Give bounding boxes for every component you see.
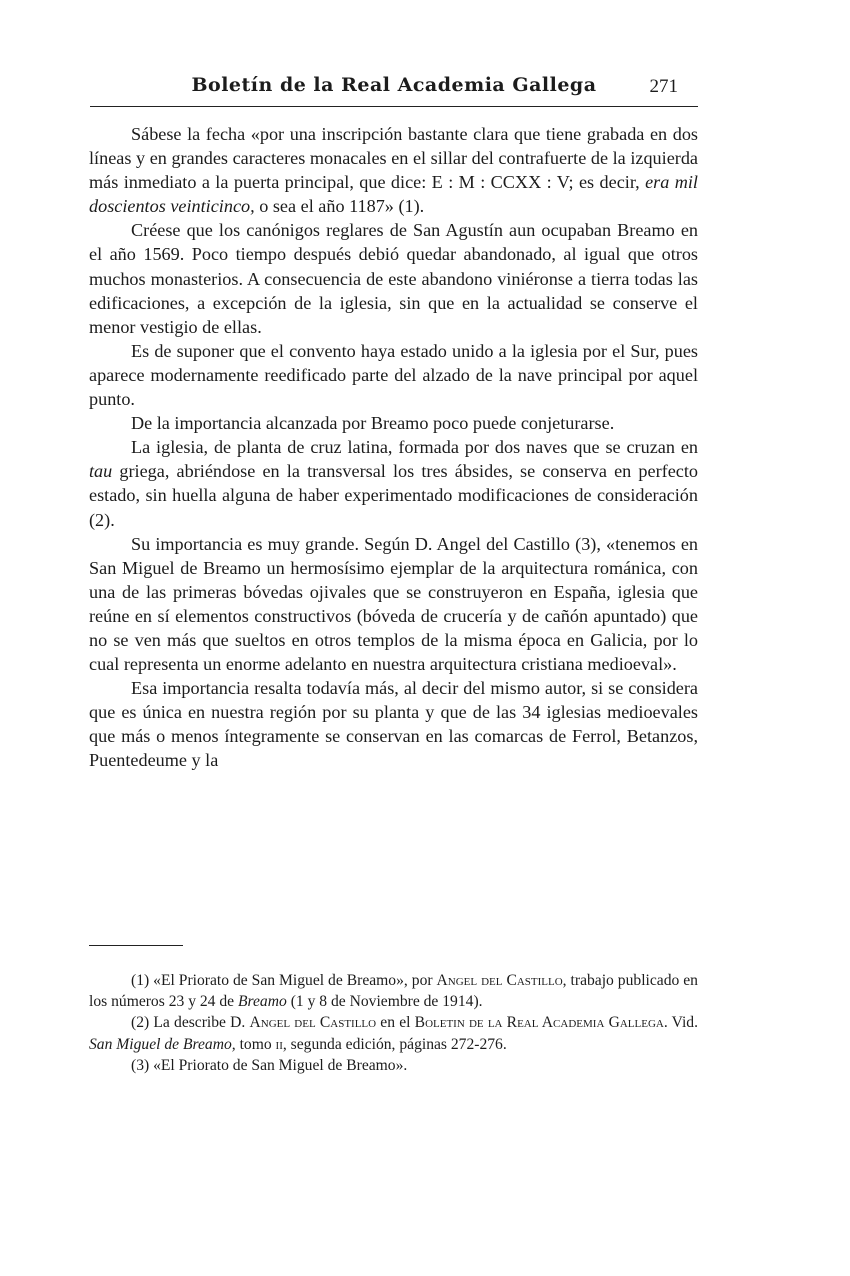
- footnote-3: (3) «El Priorato de San Miguel de Breamo».: [131, 1056, 408, 1074]
- page-number: 271: [649, 76, 678, 97]
- paragraph-7: Esa importancia resalta todavía más, al decir del mismo autor, si se considera que es única en nuestra región por su planta y que de las 34 iglesias medioevales que más o menos íntegramente se conservan en las comarcas de Ferrol, Betanzos, Puentedeume y la: [89, 678, 698, 771]
- paragraph-5: La iglesia, de planta de cruz latina, formada por dos naves que se cruzan en tau griega, abriéndose en la transversal los tres ábsides, se conserva en perfecto estado, sin huella alguna de haber experimentado modificaciones de consideración (2).: [89, 437, 698, 530]
- running-header: [88, 70, 700, 104]
- paragraph-1: Sábese la fecha «por una inscripción bastante clara que tiene grabada en dos líneas y en grandes caracteres monacales en el sillar del contrafuerte de la izquierda más inmediato a la puerta principal, que dice: E : M : CCXX : V; es decir, era mil doscientos veinticinco, o sea el año 1187» (1).: [89, 124, 698, 217]
- paragraph-4: De la importancia alcanzada por Breamo poco puede conjeturarse.: [131, 413, 615, 434]
- paragraph-3: Es de suponer que el convento haya estado unido a la iglesia por el Sur, pues aparece modernamente reedificado parte del alzado de la nave principal por aquel punto.: [89, 340, 698, 410]
- body-text: [89, 122, 698, 773]
- footnotes: [89, 970, 698, 1076]
- footnote-2: (2) La describe D. Angel del Castillo en el Boletin de la Real Academia Gallega. Vid. San Miguel de Breamo, tomo ii, segunda edición, páginas 272-276.: [89, 1014, 699, 1053]
- footnote-rule: [89, 945, 183, 946]
- running-title: Boletín de la Real Academia Gallega: [191, 74, 597, 96]
- paragraph-2: Créese que los canónigos reglares de San Agustín aun ocupaban Breamo en el año 1569. Poco tiempo después debió quedar abandonado, al igual que otros muchos monasterios. A consecuencia de este abandono viniéronse a tierra todas las edificaciones, a excepción de la iglesia, sin que en la actualidad se conserve el menor vestigio de ellas.: [89, 220, 698, 337]
- footnote-1: (1) «El Priorato de San Miguel de Breamo», por Angel del Castillo, trabajo publicado en los números 23 y 24 de Breamo (1 y 8 de Noviembre de 1914).: [89, 972, 698, 1011]
- paragraph-6: Su importancia es muy grande. Según D. Angel del Castillo (3), «tenemos en San Miguel de Breamo un hermosísimo ejemplar de la arquitectura románica, con una de las primeras bóvedas ojivales que se construyeron en España, iglesia que reúne en sí elementos constructivos (bóveda de crucería y de cañón apuntado) que no se ven más que sueltos en otros templos de la misma época en Galicia, por lo cual representa un enorme adelanto en nuestra arquitectura cristiana medioeval».: [89, 533, 698, 675]
- header-rule: [90, 106, 698, 107]
